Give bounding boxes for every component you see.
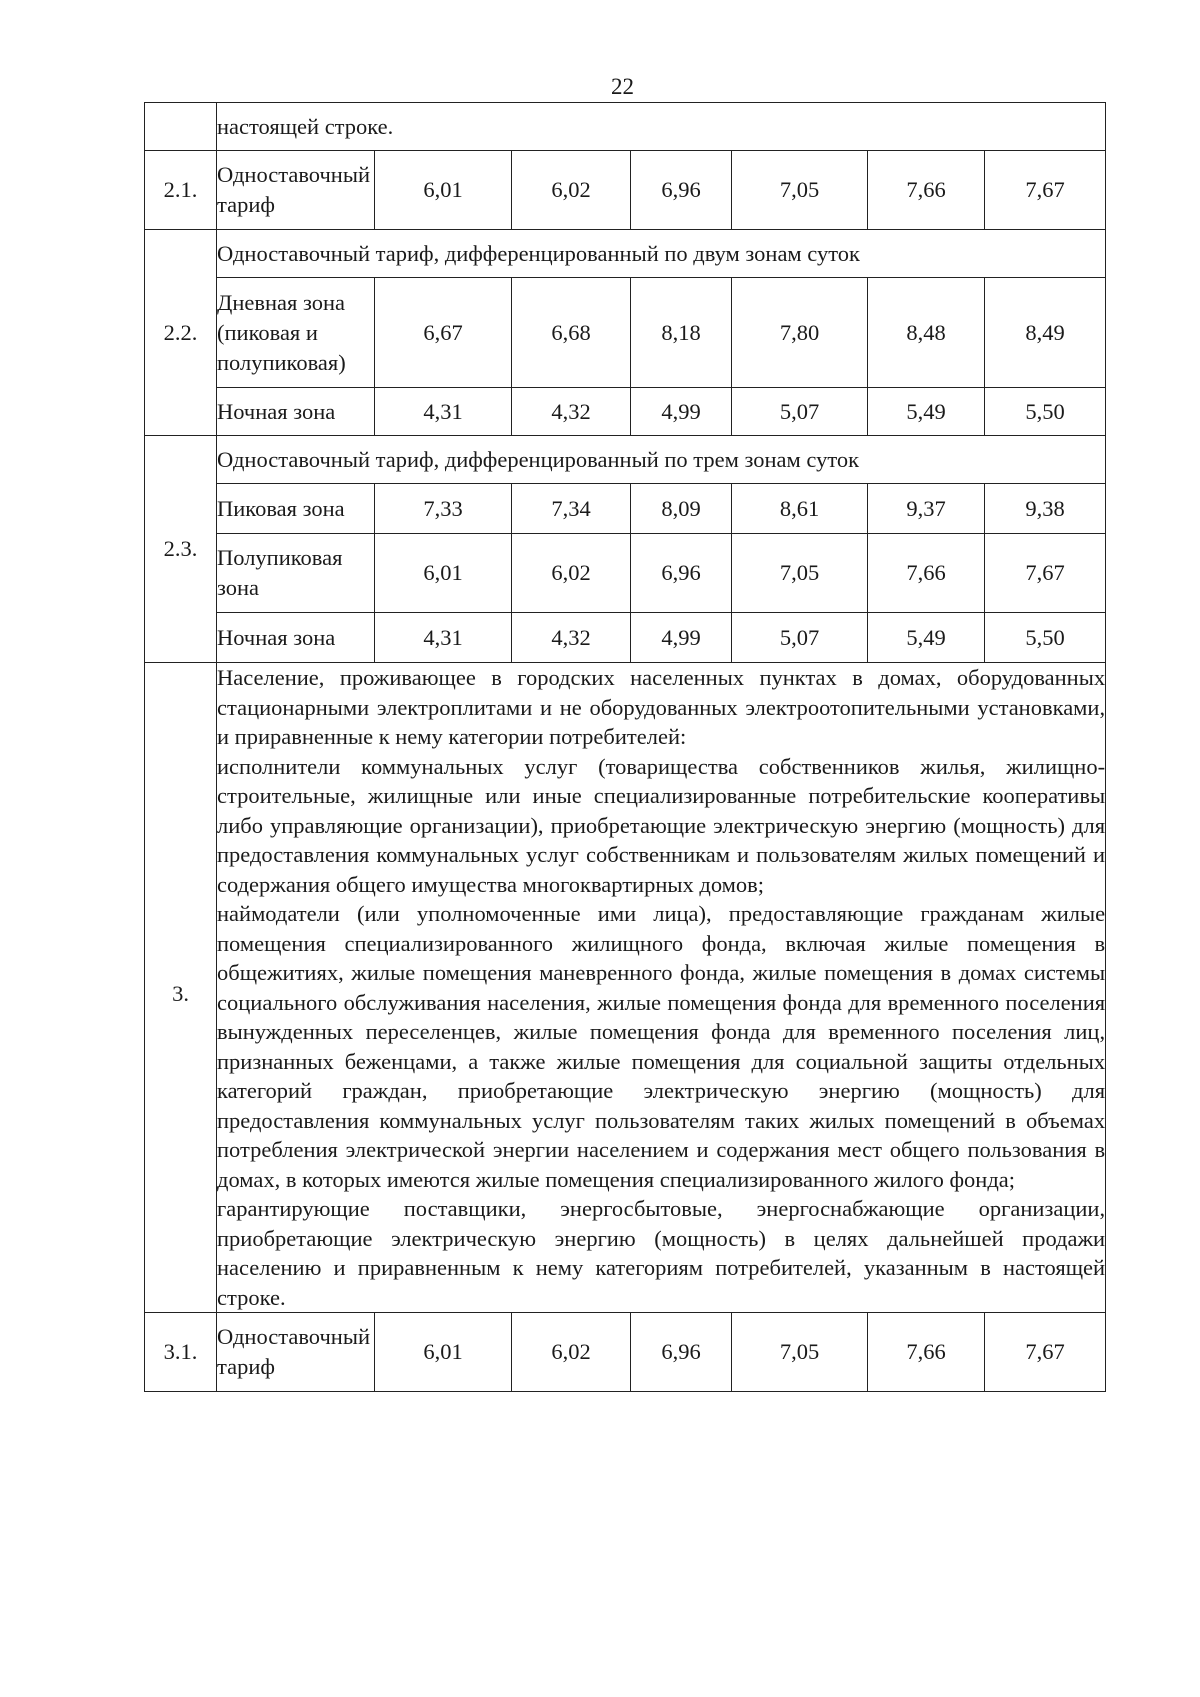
value-cell: 5,07 <box>732 613 868 663</box>
table-row <box>145 534 1106 613</box>
value-cell: 4,32 <box>512 388 631 436</box>
value-cell: 6,68 <box>512 278 631 388</box>
paragraph: исполнители коммунальных услуг (товарищества собственников жилья, жилищно-строительные, жилищные или иные специализированные потребительские кооперативы либо управляющие организации), приобретающие электрическую энергию (мощность) для предоставления коммунальных услуг собственникам и пользователям жилых помещений и содержания общего имущества многоквартирных домов; <box>217 753 1106 897</box>
value-cell: 9,37 <box>868 484 985 534</box>
row-label: Полупиковая зона <box>217 534 375 613</box>
value-cell: 6,02 <box>512 1313 631 1392</box>
value-cell: 6,01 <box>375 534 512 613</box>
tariff-table <box>144 102 1106 1392</box>
value-cell: 8,09 <box>631 484 732 534</box>
value-cell: 7,05 <box>732 534 868 613</box>
value-cell: 7,33 <box>375 484 512 534</box>
row-number-cell <box>145 103 217 151</box>
value-cell: 6,01 <box>375 1313 512 1392</box>
table-row <box>145 151 1106 230</box>
value-cell: 8,48 <box>868 278 985 388</box>
value-cell: 7,05 <box>732 1313 868 1392</box>
value-cell: 6,02 <box>512 534 631 613</box>
value-cell: 8,49 <box>985 278 1106 388</box>
value-cell: 5,50 <box>985 613 1106 663</box>
row-number: 3. <box>145 663 217 1313</box>
value-cell: 5,50 <box>985 388 1106 436</box>
value-cell: 7,80 <box>732 278 868 388</box>
table-row <box>145 484 1106 534</box>
value-cell: 9,38 <box>985 484 1106 534</box>
value-cell: 5,07 <box>732 388 868 436</box>
page-number: 22 <box>611 74 634 99</box>
row-number: 2.2. <box>145 230 217 436</box>
table-row <box>145 613 1106 663</box>
table-row <box>145 278 1106 388</box>
value-cell: 7,34 <box>512 484 631 534</box>
value-cell: 7,66 <box>868 534 985 613</box>
value-cell: 4,99 <box>631 388 732 436</box>
value-cell: 7,05 <box>732 151 868 230</box>
row-number: 3.1. <box>145 1313 217 1392</box>
table-row <box>145 1313 1106 1392</box>
value-cell: 5,49 <box>868 613 985 663</box>
value-cell: 7,66 <box>868 151 985 230</box>
table-row <box>145 388 1106 436</box>
value-cell: 5,49 <box>868 388 985 436</box>
table-row <box>145 230 1106 278</box>
table-row <box>145 663 1106 1313</box>
section-title: Одноставочный тариф, дифференцированный по трем зонам суток <box>217 436 1106 484</box>
row-label: Одноставочный тариф <box>217 151 375 230</box>
row-label: Пиковая зона <box>217 484 375 534</box>
category-description <box>217 663 1106 1313</box>
value-cell: 7,66 <box>868 1313 985 1392</box>
row-label: Ночная зона <box>217 613 375 663</box>
value-cell: 7,67 <box>985 151 1106 230</box>
value-cell: 8,18 <box>631 278 732 388</box>
value-cell: 8,61 <box>732 484 868 534</box>
value-cell: 4,32 <box>512 613 631 663</box>
row-label: Дневная зона (пиковая и полупиковая) <box>217 278 375 388</box>
value-cell: 7,67 <box>985 534 1106 613</box>
row-text: настоящей строке. <box>217 103 1106 151</box>
paragraph: Население, проживающее в городских населенных пунктах в домах, оборудованных стационарными электроплитами и не оборудованных электроотопительными установками, и приравненные к нему категории потребителей: <box>217 665 1106 749</box>
paragraph: наймодатели (или уполномоченные ими лица), предоставляющие гражданам жилые помещения специализированного жилищного фонда, включая жилые помещения в общежитиях, жилые помещения маневренного фонда, жилые помещения в домах системы социального обслуживания населения, жилые помещения фонда для временного поселения вынужденных переселенцев, жилые помещения фонда для временного поселения лиц, признанных беженцами, а также жилые помещения для социальной защиты отдельных категорий граждан, приобретающие электрическую энергию (мощность) для предоставления коммунальных услуг пользователям таких жилых помещений в объемах потребления электрической энергии населением и содержания мест общего пользования в домах, в которых имеются жилые помещения специализированного жилого фонда; <box>217 901 1106 1192</box>
value-cell: 6,02 <box>512 151 631 230</box>
paragraph: гарантирующие поставщики, энергосбытовые, энергоснабжающие организации, приобретающие электрическую энергию (мощность) в целях дальнейшей продажи населению и приравненным к нему категориям потребителей, указанным в настоящей строке. <box>217 1196 1106 1310</box>
value-cell: 4,99 <box>631 613 732 663</box>
value-cell: 6,96 <box>631 534 732 613</box>
value-cell: 4,31 <box>375 613 512 663</box>
value-cell: 6,96 <box>631 151 732 230</box>
row-number: 2.3. <box>145 436 217 663</box>
value-cell: 4,31 <box>375 388 512 436</box>
section-title: Одноставочный тариф, дифференцированный по двум зонам суток <box>217 230 1106 278</box>
value-cell: 6,01 <box>375 151 512 230</box>
row-number: 2.1. <box>145 151 217 230</box>
table-row <box>145 436 1106 484</box>
row-label: Одноставочный тариф <box>217 1313 375 1392</box>
value-cell: 6,67 <box>375 278 512 388</box>
value-cell: 6,96 <box>631 1313 732 1392</box>
value-cell: 7,67 <box>985 1313 1106 1392</box>
row-label: Ночная зона <box>217 388 375 436</box>
table-row <box>145 103 1106 151</box>
